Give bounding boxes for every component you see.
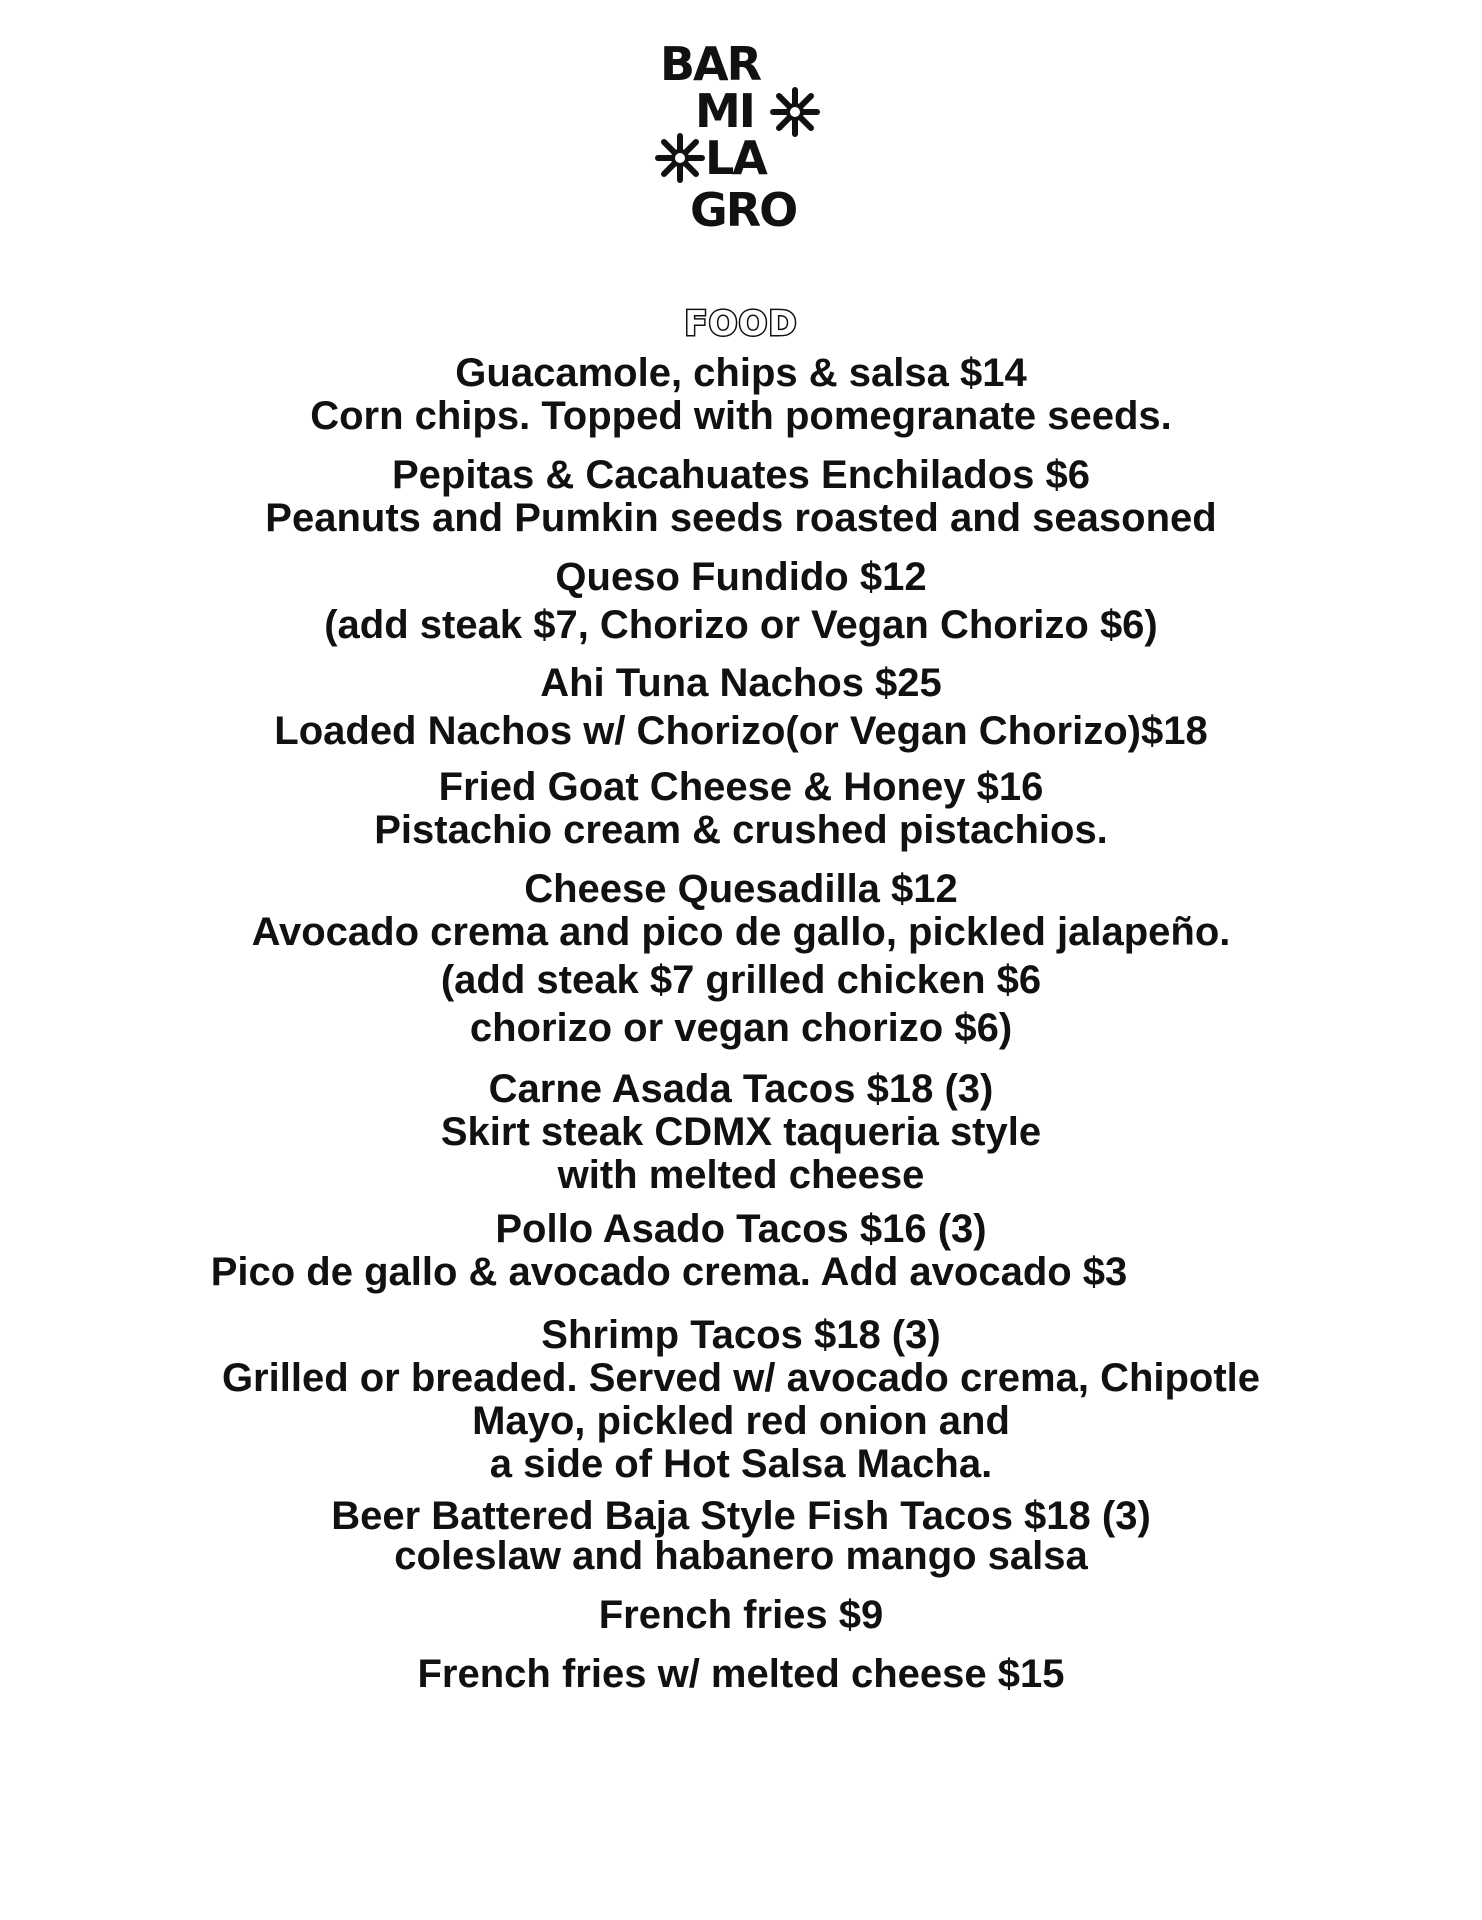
menu-line: Mayo, pickled red onion and: [472, 1399, 1010, 1443]
bar-milagro-logo: [575, 30, 895, 260]
logo-line-bar: BAR: [660, 37, 761, 91]
menu-line: Queso Fundido $12: [555, 555, 927, 599]
flower-icon: [773, 90, 817, 134]
menu-line: Pollo Asado Tacos $16 (3): [495, 1207, 987, 1251]
menu-line: Cheese Quesadilla $12: [524, 867, 958, 911]
flower-icon: [658, 136, 702, 180]
menu-line: coleslaw and habanero mango salsa: [394, 1534, 1088, 1578]
menu-line: French fries w/ melted cheese $15: [417, 1652, 1065, 1696]
menu-line: Fried Goat Cheese & Honey $16: [438, 765, 1044, 809]
menu-line: (add steak $7 grilled chicken $6: [440, 958, 1042, 1002]
menu-line: Pico de gallo & avocado crema. Add avocado $3: [210, 1250, 1128, 1294]
menu-line: Carne Asada Tacos $18 (3): [488, 1067, 994, 1111]
menu-line: Beer Battered Baja Style Fish Tacos $18 (3): [331, 1494, 1151, 1538]
menu-line: Pepitas & Cacahuates Enchilados $6: [391, 453, 1091, 497]
logo-line-gro: GRO: [690, 183, 797, 237]
menu-line: Skirt steak CDMX taqueria style: [440, 1110, 1042, 1154]
menu-line: Avocado crema and pico de gallo, pickled jalapeño.: [251, 910, 1231, 954]
menu-line: Loaded Nachos w/ Chorizo(or Vegan Chorizo)$18: [274, 709, 1208, 753]
menu-line: a side of Hot Salsa Macha.: [489, 1442, 993, 1486]
menu-line: (add steak $7, Chorizo or Vegan Chorizo $6): [324, 603, 1158, 647]
logo-line-mi: MI: [695, 84, 754, 138]
menu-line: Guacamole, chips & salsa $14: [455, 351, 1027, 395]
logo-line-la: LA: [705, 131, 766, 185]
menu-line: Ahi Tuna Nachos $25: [540, 661, 942, 705]
menu-line: chorizo or vegan chorizo $6): [469, 1006, 1013, 1050]
section-title-food: FOOD: [684, 304, 798, 344]
menu-line: Shrimp Tacos $18 (3): [541, 1313, 941, 1357]
menu-line: with melted cheese: [557, 1153, 925, 1197]
menu-line: Pistachio cream & crushed pistachios.: [374, 808, 1108, 852]
menu-line: Peanuts and Pumkin seeds roasted and seasoned: [265, 496, 1217, 540]
menu-line: Corn chips. Topped with pomegranate seeds.: [310, 394, 1172, 438]
menu-line: Grilled or breaded. Served w/ avocado crema, Chipotle: [221, 1356, 1261, 1400]
menu-line: French fries $9: [598, 1593, 884, 1637]
